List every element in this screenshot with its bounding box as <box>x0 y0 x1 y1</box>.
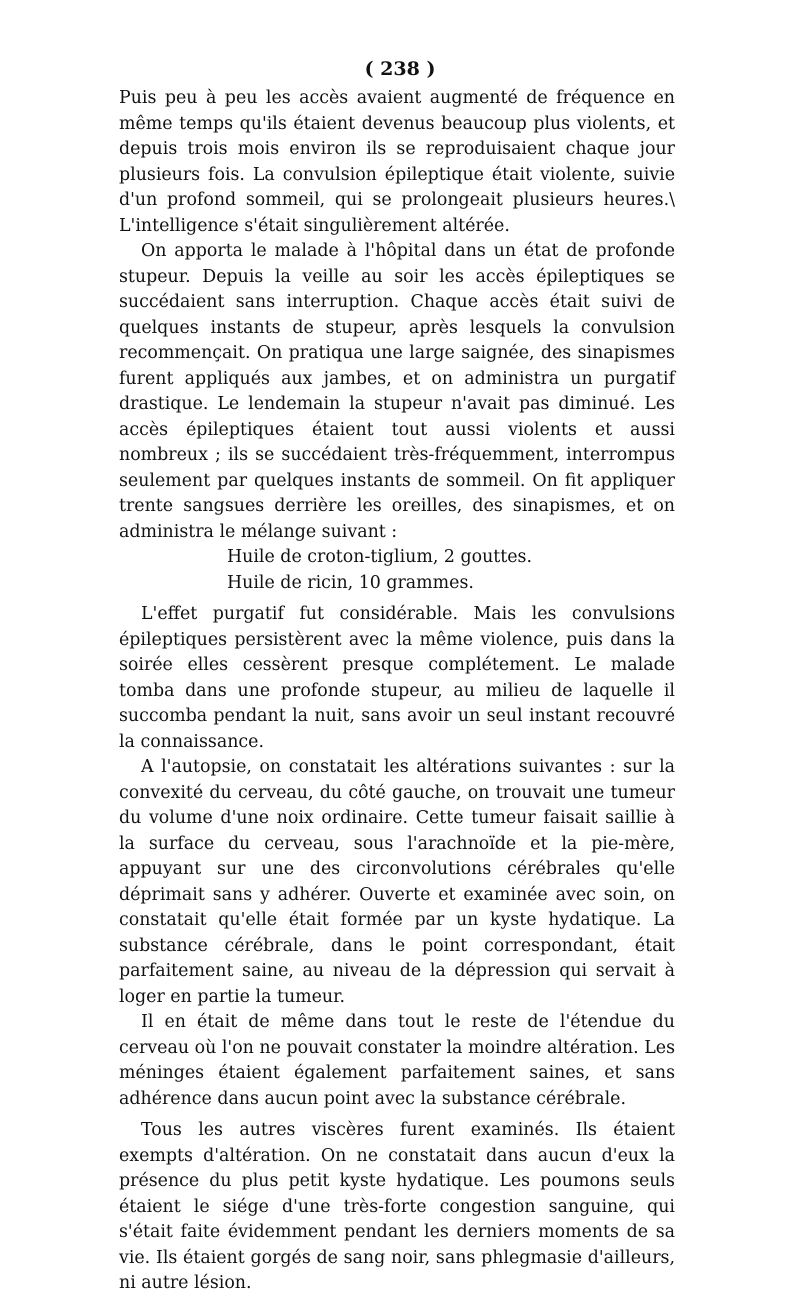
paragraph-5: Il en était de même dans tout le reste de l'étendue du cerveau où l'on ne pouvait constater la moindre altération. Les méninges étaient également parfaitement saines, et sans adhérence dans aucun point avec la substance cérébrale. <box>119 1012 675 1109</box>
paragraph-2: On apporta le malade à l'hôpital dans un état de profonde stupeur. Depuis la veille au soir les accès épileptiques se succédaient sans interruption. Chaque accès était suivi de quelques instants de stupeur, après lesquels la convulsion recommençait. On pratiqua une large saignée, des sinapismes furent appliqués aux jambes, et on administra un purgatif drastique. Le lendemain la stupeur n'avait pas diminué. Les accès épileptiques étaient tout aussi violents et aussi nombreux ; ils se succédaient très-fréquemment, interrompus seulement par quelques instants de sommeil. On fit appliquer trente sangsues derrière les oreilles, des sinapismes, et on administra le mélange suivant : <box>119 241 675 542</box>
recipe-item-croton: Huile de croton-tiglium, 2 gouttes. <box>227 547 532 567</box>
paragraph-1: Puis peu à peu les accès avaient augmenté de fréquence en même temps qu'ils étaient devenus beaucoup plus violents, et depuis trois mois environ ils se reproduisaient chaque jour plusieurs fois. La convulsion épileptique était violente, suivie d'un profond sommeil, qui se prolongeait plusieurs heures.\ L'intelligence s'était singulièrement altérée. <box>119 88 675 236</box>
paragraph-6: Tous les autres viscères furent examinés. Ils étaient exempts d'altération. On ne constatait dans aucun d'eux la présence du plus petit kyste hydatique. Les poumons seuls étaient le siége d'une très-forte congestion sanguine, qui s'était faite évidemment pendant les derniers moments de sa vie. Ils étaient gorgés de sang noir, sans phlegmasie d'ailleurs, ni autre lésion. <box>119 1120 675 1293</box>
body-text <box>119 86 675 1297</box>
recipe-list <box>119 545 675 596</box>
recipe-item-ricin: Huile de ricin, 10 grammes. <box>227 572 474 593</box>
paragraph-3: L'effet purgatif fut considérable. Mais les convulsions épileptiques persistèrent avec la même violence, puis dans la soirée elles cessèrent presque complétement. Le malade tomba dans une profonde stupeur, au milieu de laquelle il succomba pendant la nuit, sans avoir un seul instant recouvré la connaissance. <box>119 604 675 752</box>
paragraph-4: A l'autopsie, on constatait les altérations suivantes : sur la convexité du cerveau, du côté gauche, on trouvait une tumeur du volume d'une noix ordinaire. Cette tumeur faisait saillie à la surface du cerveau, sous l'arachnoïde et la pie-mère, appuyant sur une des circonvolutions cérébrales qu'elle déprimait sans y adhérer. Ouverte et examinée avec soin, on constatait qu'elle était formée par un kyste hydatique. La substance cérébrale, dans le point correspondant, était parfaitement saine, au niveau de la dépression qui servait à loger en partie la tumeur. <box>119 757 675 1007</box>
page-number: ( 238 ) <box>364 58 436 80</box>
